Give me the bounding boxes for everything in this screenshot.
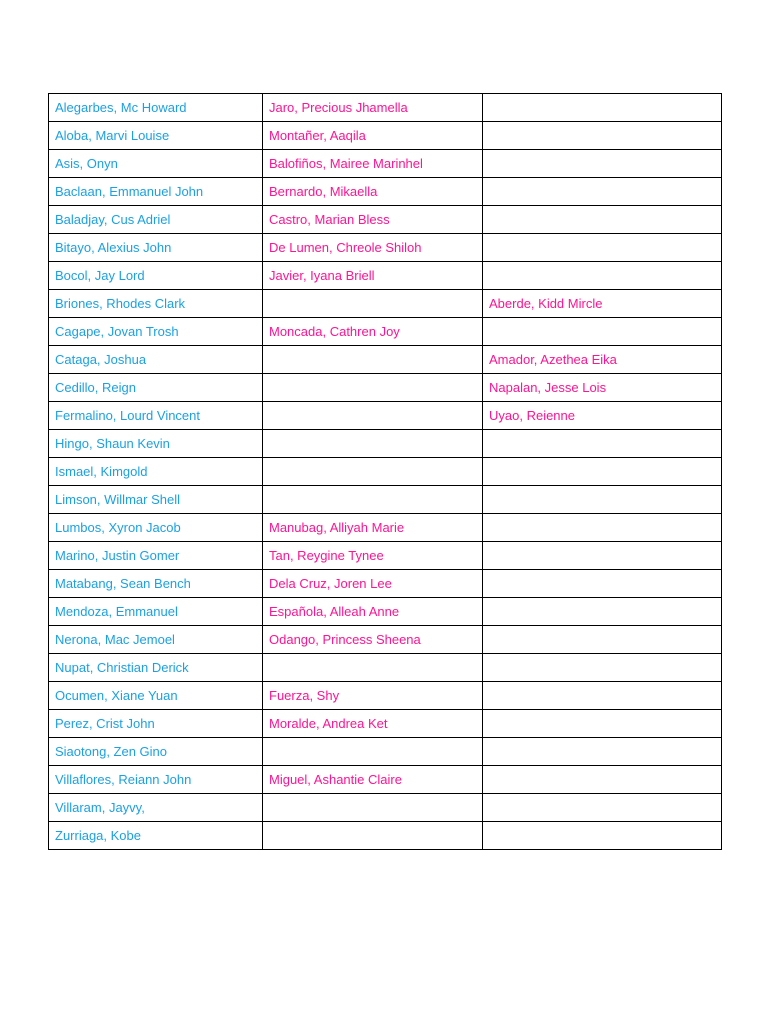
name-cell-column-1: Cedillo, Reign bbox=[49, 374, 263, 402]
name-cell-column-1: Mendoza, Emmanuel bbox=[49, 598, 263, 626]
table-row bbox=[49, 178, 722, 206]
table-row bbox=[49, 234, 722, 262]
name-cell-column-1: Villaflores, Reiann John bbox=[49, 766, 263, 794]
name-cell-column-3 bbox=[483, 766, 722, 794]
table-row bbox=[49, 262, 722, 290]
table-row bbox=[49, 794, 722, 822]
name-cell-column-1: Nupat, Christian Derick bbox=[49, 654, 263, 682]
name-cell-column-1: Lumbos, Xyron Jacob bbox=[49, 514, 263, 542]
table-row bbox=[49, 626, 722, 654]
name-roster-table bbox=[48, 93, 722, 850]
table-row bbox=[49, 542, 722, 570]
name-cell-column-1: Cataga, Joshua bbox=[49, 346, 263, 374]
name-cell-column-2: Castro, Marian Bless bbox=[263, 206, 483, 234]
name-cell-column-1: Hingo, Shaun Kevin bbox=[49, 430, 263, 458]
table-row bbox=[49, 710, 722, 738]
table-row bbox=[49, 514, 722, 542]
name-cell-column-3 bbox=[483, 178, 722, 206]
name-cell-column-3 bbox=[483, 570, 722, 598]
name-cell-column-1: Fermalino, Lourd Vincent bbox=[49, 402, 263, 430]
name-cell-column-2: Miguel, Ashantie Claire bbox=[263, 766, 483, 794]
name-cell-column-3 bbox=[483, 122, 722, 150]
table-row bbox=[49, 570, 722, 598]
table-row bbox=[49, 598, 722, 626]
name-cell-column-1: Asis, Onyn bbox=[49, 150, 263, 178]
name-cell-column-1: Zurriaga, Kobe bbox=[49, 822, 263, 850]
name-cell-column-2: Jaro, Precious Jhamella bbox=[263, 94, 483, 122]
table-row bbox=[49, 150, 722, 178]
table-row bbox=[49, 682, 722, 710]
name-cell-column-3 bbox=[483, 486, 722, 514]
table-row bbox=[49, 486, 722, 514]
table-row bbox=[49, 206, 722, 234]
name-cell-column-1: Briones, Rhodes Clark bbox=[49, 290, 263, 318]
table-row bbox=[49, 738, 722, 766]
table-row bbox=[49, 822, 722, 850]
table-row bbox=[49, 766, 722, 794]
name-cell-column-1: Villaram, Jayvy, bbox=[49, 794, 263, 822]
table-row bbox=[49, 430, 722, 458]
table-row bbox=[49, 346, 722, 374]
name-cell-column-3 bbox=[483, 542, 722, 570]
name-cell-column-3 bbox=[483, 262, 722, 290]
table-row bbox=[49, 318, 722, 346]
name-cell-column-2: Moralde, Andrea Ket bbox=[263, 710, 483, 738]
name-cell-column-1: Cagape, Jovan Trosh bbox=[49, 318, 263, 346]
name-cell-column-3 bbox=[483, 710, 722, 738]
name-cell-column-2: Balofiños, Mairee Marinhel bbox=[263, 150, 483, 178]
name-cell-column-1: Baladjay, Cus Adriel bbox=[49, 206, 263, 234]
name-cell-column-3: Amador, Azethea Eika bbox=[483, 346, 722, 374]
name-cell-column-1: Ocumen, Xiane Yuan bbox=[49, 682, 263, 710]
name-cell-column-2 bbox=[263, 374, 483, 402]
name-cell-column-2: Moncada, Cathren Joy bbox=[263, 318, 483, 346]
name-cell-column-2 bbox=[263, 402, 483, 430]
name-cell-column-1: Marino, Justin Gomer bbox=[49, 542, 263, 570]
name-cell-column-2: Bernardo, Mikaella bbox=[263, 178, 483, 206]
table-row bbox=[49, 458, 722, 486]
name-cell-column-3 bbox=[483, 458, 722, 486]
name-cell-column-2 bbox=[263, 430, 483, 458]
name-cell-column-2 bbox=[263, 290, 483, 318]
name-cell-column-2 bbox=[263, 346, 483, 374]
name-cell-column-3 bbox=[483, 682, 722, 710]
name-cell-column-3 bbox=[483, 234, 722, 262]
name-cell-column-2 bbox=[263, 738, 483, 766]
table-row bbox=[49, 94, 722, 122]
name-cell-column-3 bbox=[483, 206, 722, 234]
name-cell-column-3 bbox=[483, 94, 722, 122]
name-cell-column-3 bbox=[483, 626, 722, 654]
roster-body bbox=[49, 94, 722, 850]
name-cell-column-3: Aberde, Kidd Mircle bbox=[483, 290, 722, 318]
name-cell-column-2: Javier, Iyana Briell bbox=[263, 262, 483, 290]
table-row bbox=[49, 654, 722, 682]
name-cell-column-2 bbox=[263, 458, 483, 486]
name-cell-column-2: Montañer, Aaqila bbox=[263, 122, 483, 150]
table-row bbox=[49, 122, 722, 150]
table-row bbox=[49, 402, 722, 430]
name-cell-column-3 bbox=[483, 598, 722, 626]
name-cell-column-3: Napalan, Jesse Lois bbox=[483, 374, 722, 402]
name-cell-column-2: Dela Cruz, Joren Lee bbox=[263, 570, 483, 598]
name-cell-column-3 bbox=[483, 822, 722, 850]
name-cell-column-2: Odango, Princess Sheena bbox=[263, 626, 483, 654]
name-cell-column-2 bbox=[263, 486, 483, 514]
name-cell-column-1: Limson, Willmar Shell bbox=[49, 486, 263, 514]
name-cell-column-1: Perez, Crist John bbox=[49, 710, 263, 738]
name-cell-column-1: Aloba, Marvi Louise bbox=[49, 122, 263, 150]
name-cell-column-1: Siaotong, Zen Gino bbox=[49, 738, 263, 766]
name-cell-column-2: Tan, Reygine Tynee bbox=[263, 542, 483, 570]
table-row bbox=[49, 374, 722, 402]
name-cell-column-1: Alegarbes, Mc Howard bbox=[49, 94, 263, 122]
name-cell-column-1: Nerona, Mac Jemoel bbox=[49, 626, 263, 654]
name-cell-column-3 bbox=[483, 794, 722, 822]
table-row bbox=[49, 290, 722, 318]
name-cell-column-2: Española, Alleah Anne bbox=[263, 598, 483, 626]
name-cell-column-2 bbox=[263, 654, 483, 682]
name-cell-column-1: Ismael, Kimgold bbox=[49, 458, 263, 486]
name-cell-column-3 bbox=[483, 150, 722, 178]
name-cell-column-3: Uyao, Reienne bbox=[483, 402, 722, 430]
name-cell-column-1: Bitayo, Alexius John bbox=[49, 234, 263, 262]
name-cell-column-1: Baclaan, Emmanuel John bbox=[49, 178, 263, 206]
name-cell-column-3 bbox=[483, 430, 722, 458]
name-cell-column-2: Manubag, Alliyah Marie bbox=[263, 514, 483, 542]
name-cell-column-3 bbox=[483, 318, 722, 346]
name-cell-column-3 bbox=[483, 514, 722, 542]
name-cell-column-3 bbox=[483, 738, 722, 766]
name-cell-column-3 bbox=[483, 654, 722, 682]
name-cell-column-1: Bocol, Jay Lord bbox=[49, 262, 263, 290]
name-cell-column-2: Fuerza, Shy bbox=[263, 682, 483, 710]
name-cell-column-2: De Lumen, Chreole Shiloh bbox=[263, 234, 483, 262]
name-cell-column-1: Matabang, Sean Bench bbox=[49, 570, 263, 598]
name-cell-column-2 bbox=[263, 822, 483, 850]
name-cell-column-2 bbox=[263, 794, 483, 822]
